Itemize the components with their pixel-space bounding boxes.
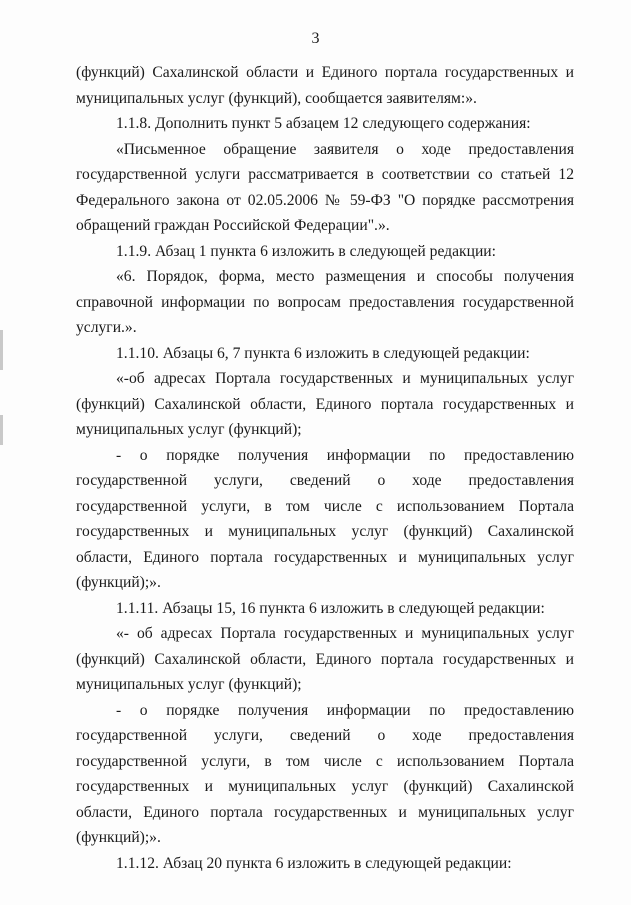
scan-edge-mark	[0, 330, 3, 370]
paragraph: 1.1.8. Дополнить пункт 5 абзацем 12 следующего содержания:	[116, 115, 531, 132]
scan-edge-mark	[0, 415, 3, 445]
paragraph: «- об адресах Портала государственных и муниципальных услуг (функций) Сахалинской области, Единого портала государственных и муниципальных услуг (функций);	[76, 625, 574, 693]
paragraph: 1.1.12. Абзац 20 пункта 6 изложить в следующей редакции:	[116, 854, 512, 872]
page-number: 3	[311, 30, 320, 47]
paragraph: 1.1.9. Абзац 1 пункта 6 изложить в следующей редакции:	[116, 242, 496, 260]
paragraph: - о порядке получения информации по предоставлению государственной услуги, сведений о ходе предоставления государственной услуги, в том числе с использованием Портала государственных и муниципальных услуг (функций) Сахалинской области, Единого портала государственных и муниципальных услуг (функций);».	[76, 701, 574, 846]
paragraph: «-об адресах Портала государственных и муниципальных услуг (функций) Сахалинской области, Единого портала государственных и муниципальных услуг (функций);	[76, 370, 574, 438]
paragraph: «Письменное обращение заявителя о ходе предоставления государственной услуги рассматривается в соответствии со статьей 12 Федерального закона от 02.05.2006 № 59-ФЗ "О порядке рассмотрения обращений граждан Российской Федерации".».	[76, 140, 574, 234]
paragraph: 1.1.10. Абзацы 6, 7 пункта 6 изложить в следующей редакции:	[116, 344, 530, 362]
document-body	[76, 60, 574, 876]
paragraph: «6. Порядок, форма, место размещения и способы получения справочной информации по вопросам предоставления государственной услуги.».	[76, 268, 574, 336]
paragraph: 1.1.11. Абзацы 15, 16 пункта 6 изложить в следующей редакции:	[116, 599, 545, 617]
paragraph: (функций) Сахалинской области и Единого портала государственных и муниципальных услуг (функций), сообщается заявителям:».	[76, 64, 574, 107]
paragraph: - о порядке получения информации по предоставлению государственной услуги, сведений о ходе предоставления государственной услуги, в том числе с использованием Портала государственных и муниципальных услуг (функций) Сахалинской области, Единого портала государственных и муниципальных услуг (функций);».	[76, 446, 574, 591]
